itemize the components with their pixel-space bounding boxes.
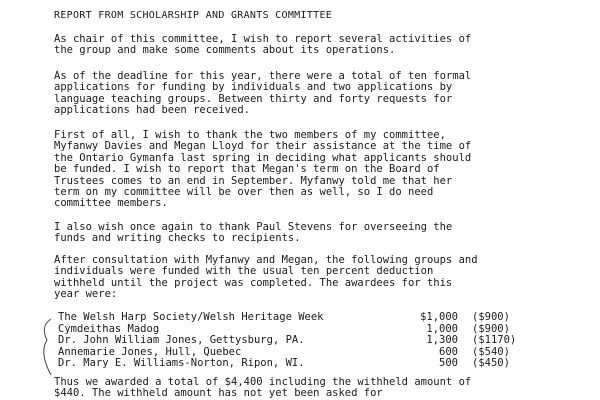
award-amount: 500 [439, 357, 458, 370]
award-withheld: ($900) [472, 311, 510, 323]
text-line: language teaching groups. Between thirty and forty requests for [54, 92, 453, 105]
text-line: Myfanwy Davies and Megan Lloyd for their assistance at the time of [54, 140, 472, 153]
award-amount: 600 [439, 345, 458, 358]
award-amount: 1,000 [426, 322, 458, 335]
award-recipient: Annemarie Jones, Hull, Quebec [58, 345, 242, 358]
award-row [58, 312, 578, 324]
paragraph-intro [54, 34, 574, 57]
text-line: As of the deadline for this year, there were a total of ten formal [54, 70, 472, 82]
paragraph-awardees-intro [54, 255, 574, 301]
text-line: $440. The withheld amount has not yet been asked for [54, 387, 383, 400]
award-amount: $1,000 [420, 311, 458, 323]
award-row [58, 358, 578, 370]
paragraph-thanks-committee [54, 130, 574, 210]
text-line: As chair of this committee, I wish to report several activities of [54, 33, 472, 45]
award-recipient: Dr. Mary E. Williams-Norton, Ripon, WI. [58, 357, 305, 370]
award-recipient: Dr. John William Jones, Gettysburg, PA. [58, 334, 305, 347]
text-line: funds and writing checks to recipients. [54, 232, 301, 245]
award-withheld: ($900) [472, 322, 510, 335]
award-amount: 1,300 [426, 334, 458, 347]
paragraph-thanks-treasurer [54, 222, 574, 245]
award-withheld: ($1170) [472, 334, 517, 347]
text-line: After consultation with Myfanwy and Megan, the following groups and [54, 254, 478, 266]
award-recipient: The Welsh Harp Society/Welsh Heritage Week [58, 311, 324, 323]
text-line: individuals were funded with the usual ten percent deduction [54, 265, 434, 278]
award-withheld: ($540) [472, 345, 510, 358]
text-line: applications for funding by individuals and two applications by [54, 81, 453, 94]
paragraph-closing [54, 377, 574, 400]
text-line: term on my committee will be over then as well, so I do need [54, 185, 434, 198]
handwritten-bracket-mark [40, 318, 52, 376]
text-line: Trustees comes to an end in September. Myfanwy told me that her [54, 174, 453, 187]
text-line: Thus we awarded a total of $4,400 including the withheld amount of [54, 376, 472, 388]
text-line: I also wish once again to thank Paul Stevens for overseeing the [54, 221, 453, 233]
report-heading: REPORT FROM SCHOLARSHIP AND GRANTS COMMITTEE [54, 10, 333, 21]
paragraph-applications [54, 71, 574, 117]
award-recipient: Cymdeithas Madog [58, 322, 160, 335]
text-line: committee members. [54, 197, 168, 210]
text-line: the Ontario Gymanfa last spring in deciding what applicants should [54, 151, 472, 164]
text-line: withheld until the project was completed. The awardees for this [54, 276, 453, 289]
text-line: First of all, I wish to thank the two members of my committee, [54, 129, 446, 141]
award-withheld: ($450) [472, 357, 510, 370]
text-line: the group and make some comments about its operations. [54, 44, 396, 57]
awards-table [58, 312, 578, 370]
text-line: applications had been received. [54, 104, 250, 117]
text-line: be funded. I wish to report that Megan's term on the Board of [54, 163, 440, 176]
text-line: year were: [54, 288, 118, 301]
